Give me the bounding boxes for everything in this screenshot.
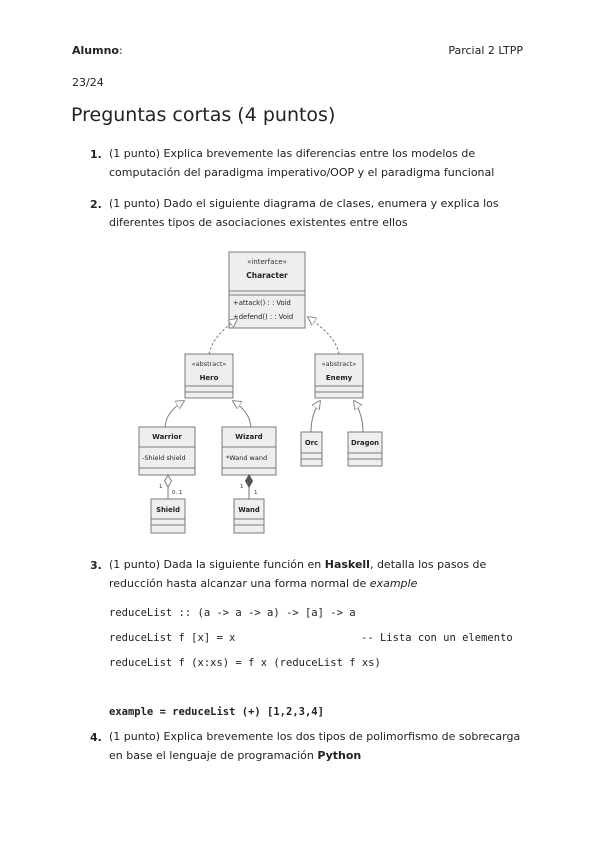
student-label: Alumno: — [72, 44, 123, 57]
character-method-attack: +attack() : : Void — [233, 299, 291, 307]
dragon-name: Dragon — [351, 439, 379, 447]
class-enemy — [315, 354, 363, 398]
class-character — [229, 252, 305, 328]
class-shield — [151, 499, 185, 533]
academic-year: 23/24 — [72, 76, 104, 89]
hero-name: Hero — [199, 374, 219, 382]
question-2-number: 2. — [90, 198, 102, 211]
class-dragon — [348, 432, 382, 466]
enemy-stereotype: «abstract» — [321, 360, 357, 368]
mult-shield-top: 1 — [159, 484, 163, 490]
mult-wand-bottom: 1 — [254, 490, 258, 496]
wizard-extends-hero — [233, 401, 251, 427]
wizard-name: Wizard — [235, 433, 263, 441]
class-warrior — [139, 427, 195, 475]
character-method-defend: +defend() : : Void — [233, 313, 294, 321]
warrior-extends-hero — [165, 401, 184, 427]
mult-wand-top: 1 — [240, 484, 244, 490]
question-1-text: (1 punto) Explica brevemente las diferencias entre los modelos de computación del paradigma imperativo/OOP y el paradigma funcional — [109, 147, 495, 179]
class-wand — [234, 499, 264, 533]
class-orc — [301, 432, 322, 466]
question-3-number: 3. — [90, 559, 102, 572]
code-line-2-comment: -- Lista con un elemento — [361, 632, 513, 644]
wand-name: Wand — [238, 506, 260, 514]
code-line-1: reduceList :: (a -> a -> a) -> [a] -> a — [109, 607, 356, 619]
character-name: Character — [246, 271, 288, 280]
composition-diamond — [246, 475, 253, 487]
aggregation-diamond — [165, 475, 172, 487]
character-stereotype: «interface» — [247, 258, 287, 266]
section-title: Preguntas cortas (4 puntos) — [71, 104, 336, 126]
code-line-2: reduceList f [x] = x — [109, 632, 236, 644]
dragon-extends-enemy — [354, 401, 363, 432]
code-example: example = reduceList (+) [1,2,3,4] — [109, 706, 324, 718]
question-1-number: 1. — [90, 148, 102, 161]
orc-name: Orc — [304, 439, 319, 447]
mult-shield-bottom: 0..1 — [172, 490, 183, 496]
wizard-attr: *Wand wand — [226, 454, 268, 462]
class-wizard — [222, 427, 276, 475]
question-4-number: 4. — [90, 731, 102, 744]
question-4-text: (1 punto) Explica brevemente los dos tipos de polimorfismo de sobrecarga en base el lenguaje de programación Python — [109, 730, 521, 762]
question-2-text: (1 punto) Dado el siguiente diagrama de clases, enumera y explica los diferentes tipos de asociaciones existentes entre ellos — [109, 197, 499, 229]
warrior-name: Warrior — [152, 433, 182, 441]
enemy-realizes-character — [308, 317, 339, 354]
orc-extends-enemy — [311, 401, 320, 432]
enemy-name: Enemy — [325, 374, 353, 382]
warrior-attr: -Shield shield — [142, 454, 186, 462]
exam-title: Parcial 2 LTPP — [448, 44, 523, 57]
question-3-text: (1 punto) Dada la siguiente función en Haskell, detalla los pasos de reducción hasta alcanzar una forma normal de example — [109, 558, 487, 590]
shield-name: Shield — [156, 506, 180, 514]
class-hero — [185, 354, 233, 398]
hero-stereotype: «abstract» — [191, 360, 227, 368]
code-line-3: reduceList f (x:xs) = f x (reduceList f xs) — [109, 657, 381, 669]
